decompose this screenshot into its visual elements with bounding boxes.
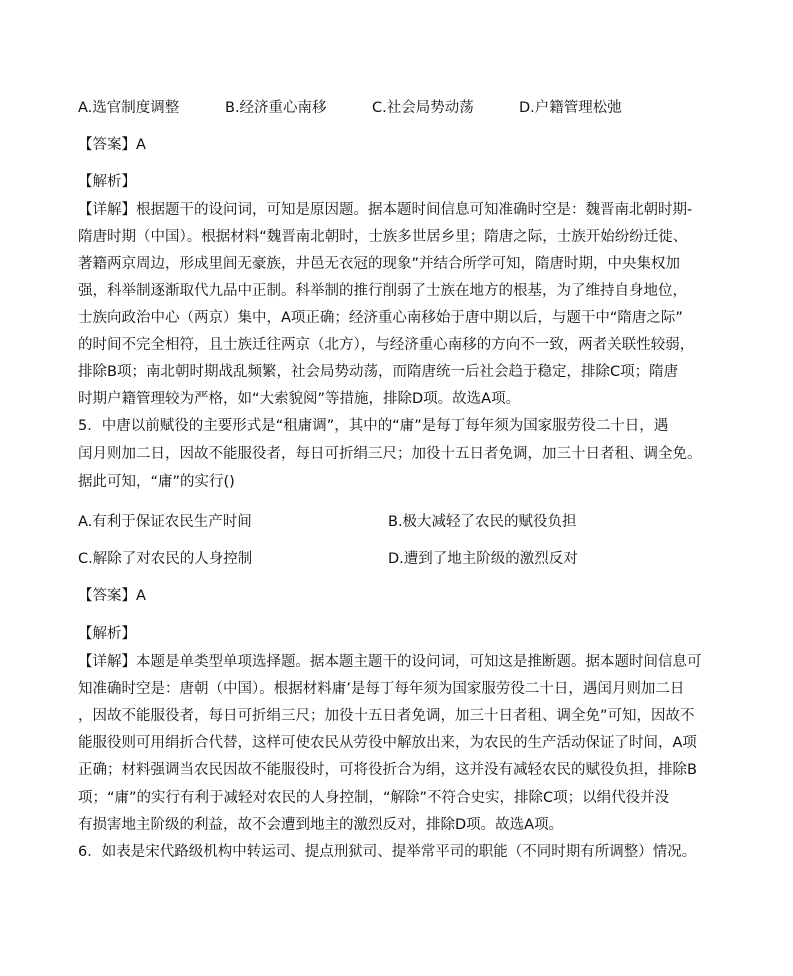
q5-option-c: C.解除了对农民的人身控制 (78, 551, 253, 567)
q5-detail-line: 有损害地主阶级的利益，故不会遭到地主的激烈反对，排除D项。故选A项。 (78, 817, 564, 833)
q5-stem-line: 5．中唐以前赋役的主要形式是“租庸调”，其中的“庸”是每丁每年须为国家服劳役二十日，遇 (78, 418, 669, 434)
q4-option-c: C.社会局势动荡 (372, 100, 474, 116)
q4-detail-line: 强，科举制逐渐取代九品中正制。科举制的推行削弱了士族在地方的根基，为了维持自身地位， (78, 283, 687, 299)
q5-option-b: B.极大减轻了农民的赋役负担 (388, 514, 577, 530)
q5-option-d: D.遭到了地主阶级的激烈反对 (388, 551, 578, 567)
q6-stem: 6．如表是宋代路级机构中转运司、提点刑狱司、提举常平司的职能（不同时期有所调整）情况。 (78, 844, 697, 860)
q5-analysis-title: 【解析】 (78, 626, 136, 642)
q4-detail-line: 的时间不完全相符，且士族迁往两京（北方），与经济重心南移的方向不一致，两者关联性较弱， (78, 337, 695, 353)
q4-detail-line: 时期户籍管理较为严格，如“大索貌阅”等措施，排除D项。故选A项。 (78, 391, 521, 407)
q4-answer: 【答案】A (78, 137, 146, 153)
q5-detail-line: 正确；材料强调当农民因故不能服役时，可将役折合为绢，这并没有减轻农民的赋役负担，排除B (78, 762, 697, 778)
q5-detail-line: 【详解】本题是单类型单项选择题。据本题主题干的设问词，可知这是推断题。据本题时间信息可 (78, 654, 702, 670)
q4-detail-line: 【详解】根据题干的设问词，可知是原因题。据本题时间信息可知准确时空是：魏晋南北朝时期- (78, 202, 693, 218)
q4-option-a: A.选官制度调整 (78, 100, 180, 116)
q4-detail-line: 著籍两京周边，形成里闾无豪族，井邑无衣冠的现象”并结合所学可知，隋唐时期，中央集权加 (78, 256, 681, 272)
q4-detail-line: 排除B项；南北朝时期战乱频繁，社会局势动荡，而隋唐统一后社会趋于稳定，排除C项；隋唐 (78, 364, 679, 380)
q4-detail-line: 士族向政治中心（两京）集中，A项正确；经济重心南移始于唐中期以后，与题干中“隋唐之际” (78, 310, 683, 326)
q4-detail-line: 隋唐时期（中国）。根据材料“魏晋南北朝时，士族多世居乡里；隋唐之际，士族开始纷纷迁徙、 (78, 229, 688, 245)
q4-option-b: B.经济重心南移 (225, 100, 327, 116)
q5-answer: 【答案】A (78, 588, 146, 604)
q4-analysis-title: 【解析】 (78, 174, 136, 190)
q5-option-a: A.有利于保证农民生产时间 (78, 514, 252, 530)
q5-stem-line: 闰月则加二日，因故不能服役者，每日可折绢三尺；加役十五日者免调，加三十日者租、调全免。 (78, 446, 702, 462)
q5-detail-line: 能服役则可用绢折合代替，这样可使农民从劳役中解放出来，为农民的生产活动保证了时间，A项 (78, 735, 697, 751)
q5-detail-line: 知准确时空是：唐朝（中国）。根据材料庸’是每丁每年须为国家服劳役二十日，遇闰月则加二日 (78, 681, 685, 697)
q5-detail-line: ，因故不能服役者，每日可折绢三尺；加役十五日者免调，加三十日者租、调全免”可知，因故不 (78, 708, 695, 724)
q5-stem-line: 据此可知，“庸”的实行() (78, 474, 235, 490)
q4-option-d: D.户籍管理松弛 (519, 100, 622, 116)
q5-detail-line: 项；“庸”的实行有利于减轻对农民的人身控制，“解除”不符合史实，排除C项；以绢代役并没 (78, 790, 670, 806)
